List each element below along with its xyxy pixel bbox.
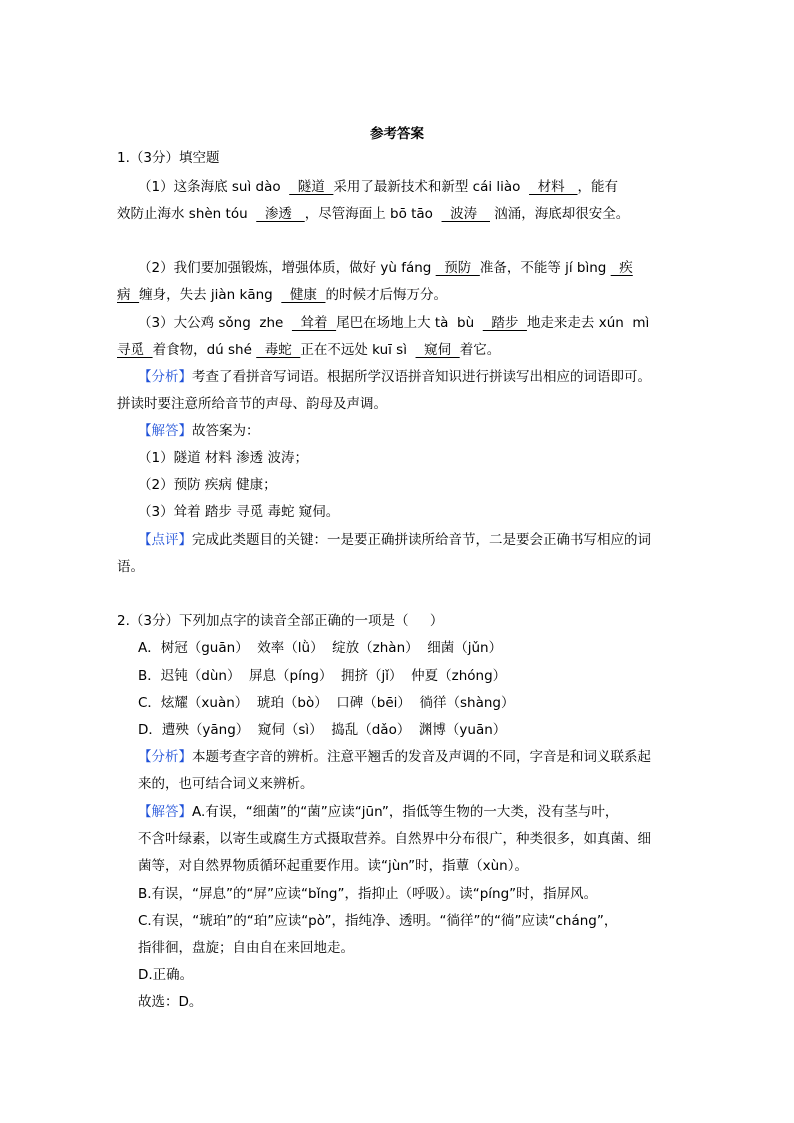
text-line: [138, 721, 506, 739]
text-line: [138, 748, 651, 766]
page-title: 参考答案: [370, 126, 424, 142]
text-line: [138, 314, 649, 332]
text-segment: （2）我们要加强锻炼，增强体质，做好 yù fáng: [138, 260, 436, 276]
text-line: [117, 149, 219, 167]
text-line: [138, 476, 277, 494]
section-tag: 【分析】: [138, 749, 192, 765]
text-segment: B．迟钝（dùn） 屏息（píng） 拥挤（jǐ） 仲夏（zhóng）: [138, 668, 507, 684]
text-segment: 汹涌，海底却很安全。: [490, 206, 630, 222]
text-line: [117, 612, 443, 630]
text-segment: C.有误，“琥珀”的“珀”应读“pò”，指纯净、透明。“徜徉”的“徜”应读“cháng”，: [138, 913, 618, 929]
answer-blank: 疾: [610, 260, 633, 276]
text-segment: 考查了看拼音写词语。根据所学汉语拼音知识进行拼读写出相应的词语即可。: [192, 369, 651, 385]
text-line: [138, 694, 515, 712]
text-line: [138, 775, 314, 793]
text-segment: 拼读时要注意所给音节的声母、韵母及声调。: [117, 396, 387, 412]
text-line: [117, 558, 144, 576]
text-line: [138, 885, 597, 903]
text-line: [138, 803, 618, 821]
text-line: [138, 939, 354, 957]
text-segment: 的时候才后悔万分。: [325, 287, 447, 303]
text-segment: ，能有: [577, 179, 618, 195]
text-segment: 来的，也可结合词义来辨析。: [138, 776, 314, 792]
text-line: [138, 966, 193, 984]
text-segment: （1）这条海底 suì dào: [138, 179, 290, 195]
text-line: [138, 503, 339, 521]
text-segment: 不含叶绿素，以寄生或腐生方式摄取营养。自然界中分布很广，种类很多，如真菌、细: [138, 831, 651, 847]
text-segment: 采用了最新技术和新型 cái liào: [333, 179, 530, 195]
text-segment: 完成此类题目的关键：一是要正确拼读所给音节，二是要会正确书写相应的词: [192, 532, 651, 548]
answer-blank: 波涛: [441, 206, 490, 222]
text-line: [138, 639, 502, 657]
text-line: [138, 667, 506, 685]
text-segment: D.正确。: [138, 967, 194, 983]
text-line: [117, 205, 629, 223]
text-segment: 1.（3分）填空题: [117, 150, 220, 166]
text-segment: 正在不远处 kuī sì: [300, 342, 416, 358]
text-segment: 效防止海水 shèn tóu: [117, 206, 257, 222]
text-segment: 地走来走去 xún mì: [526, 315, 650, 331]
answer-blank: 寻觅: [117, 342, 153, 358]
text-segment: D．遭殃（yāng） 窥伺（sì） 捣乱（dǎo） 渊博（yuān）: [138, 722, 507, 738]
text-line: [138, 857, 528, 875]
text-segment: 指徘徊，盘旋；自由自在来回地走。: [138, 940, 354, 956]
text-line: [138, 449, 308, 467]
answer-blank: 隧道: [289, 179, 334, 195]
text-segment: ，尽管海面上 bō tāo: [304, 206, 442, 222]
text-segment: A.有误，“细菌”的“菌”应读“jūn”，指低等生物的一大类，没有茎与叶，: [192, 804, 619, 820]
text-line: [117, 395, 387, 413]
text-line: [138, 830, 651, 848]
text-segment: 菌等，对自然界物质循环起重要作用。读“jùn”时，指蕈（xùn）。: [138, 858, 528, 874]
text-segment: （2）预防 疾病 健康；: [138, 477, 277, 493]
answer-blank: 材料: [529, 179, 578, 195]
answer-blank: 踏步: [482, 315, 527, 331]
text-line: [138, 259, 633, 277]
text-segment: 2.（3分）下列加点字的读音全部正确的一项是（ ）: [117, 613, 444, 629]
text-segment: A．树冠（guān） 效率（lǜ） 绽放（zhàn） 细菌（jǔn）: [138, 640, 503, 656]
text-segment: 本题考查字音的辨析。注意平翘舌的发音及声调的不同，字音是和词义联系起: [192, 749, 651, 765]
text-line: [138, 531, 651, 549]
answer-blank: 渗透: [256, 206, 305, 222]
text-segment: （3）大公鸡 sǒng zhe: [138, 315, 292, 331]
answer-blank: 病: [117, 287, 140, 303]
text-segment: 故答案为：: [192, 423, 260, 439]
text-segment: 故选：D。: [138, 994, 203, 1010]
answer-blank: 预防: [435, 260, 480, 276]
text-segment: 语。: [117, 559, 144, 575]
text-segment: 尾巴在场地上大 tà bù: [336, 315, 483, 331]
text-segment: 缠身，失去 jiàn kāng: [139, 287, 282, 303]
text-line: [117, 286, 447, 304]
text-segment: （3）耸着 踏步 寻觅 毒蛇 窥伺。: [138, 504, 340, 520]
section-tag: 【点评】: [138, 532, 192, 548]
text-segment: 着它。: [459, 342, 501, 358]
answer-blank: 毒蛇: [256, 342, 301, 358]
text-line: [138, 912, 617, 930]
text-line: [138, 368, 651, 386]
text-line: [138, 422, 260, 440]
text-segment: C．炫耀（xuàn） 琥珀（bò） 口碑（bēi） 徜徉（shàng）: [138, 695, 515, 711]
text-segment: 着食物，dú shé: [152, 342, 257, 358]
text-line: [117, 341, 500, 359]
text-segment: （1）隧道 材料 渗透 波涛；: [138, 450, 308, 466]
text-segment: 准备，不能等 jí bìng: [479, 260, 611, 276]
answer-blank: 窥伺: [415, 342, 460, 358]
answer-blank: 耸着: [291, 315, 337, 331]
answer-blank: 健康: [281, 287, 326, 303]
text-line: [138, 993, 202, 1011]
section-tag: 【解答】: [138, 423, 192, 439]
text-segment: B.有误，“屏息”的“屏”应读“bǐng”，指抑止（呼吸）。读“píng”时，指屏风。: [138, 886, 598, 902]
section-tag: 【分析】: [138, 369, 192, 385]
section-tag: 【解答】: [138, 804, 192, 820]
text-line: [138, 178, 618, 196]
